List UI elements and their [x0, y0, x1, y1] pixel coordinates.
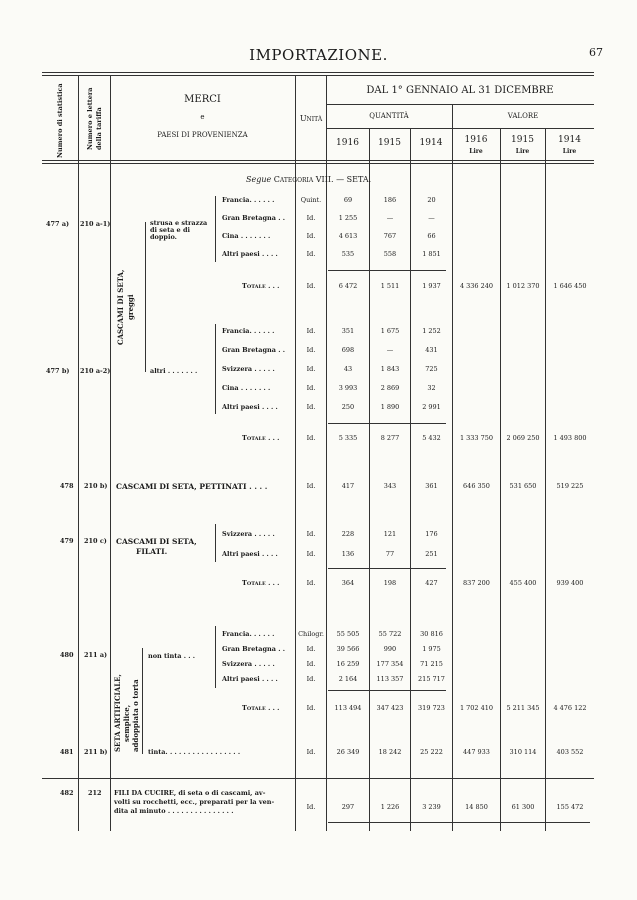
row-479-1-q1916: 136	[341, 550, 355, 558]
row-482-code: 482	[60, 789, 74, 797]
row-477a-2-q1915: 767	[383, 232, 397, 240]
row-480-1-q1915: 990	[383, 645, 397, 653]
row-481-tariff: 211 b)	[84, 748, 108, 756]
row-477a-2-unit: Id.	[306, 232, 316, 240]
row-477b-2-unit: Id.	[306, 365, 316, 373]
row-477b-tariff: 210 a-2)	[80, 367, 111, 375]
rule-qv	[326, 128, 594, 129]
row-477b-2-q1914: 725	[425, 365, 438, 373]
label-semplice: semplice,	[122, 704, 131, 742]
row-477a-0-q1916: 69	[343, 196, 353, 204]
header-paesi: PAESI DI PROVENIENZA	[157, 131, 248, 139]
page-title: IMPORTAZIONE.	[249, 46, 388, 64]
label-seta-artificiale: SETA ARTIFICIALE,	[113, 674, 122, 752]
total-479-q1915: 198	[383, 579, 397, 587]
row-480-0-unit: Chilogr.	[298, 630, 324, 638]
total-479-q1914: 427	[425, 579, 438, 587]
rule-479-sub	[328, 568, 446, 569]
header-tariff-number: Numero e lettera della tariffa	[86, 87, 103, 150]
row-477b-1-q1916: 698	[341, 346, 355, 354]
row-480-2-country: Svizzera . . . . .	[222, 660, 275, 668]
row-477b-2-q1915: 1 843	[380, 365, 400, 373]
col-sep-3	[295, 75, 296, 831]
row-477a-0-q1915: 186	[383, 196, 397, 204]
total-477a-v1915: 1 012 370	[506, 282, 540, 290]
row-477a-3-q1914: 1 851	[422, 250, 441, 258]
rule-period	[326, 104, 594, 105]
header-stat-number: Numero di statistica	[56, 83, 64, 158]
header-q-1916: 1916	[336, 138, 359, 148]
total-477b-unit: Id.	[306, 434, 316, 442]
row-478-tariff: 210 b)	[84, 482, 108, 490]
row-480-2-q1916: 16 259	[336, 660, 360, 668]
row-480-0-country: Francia. . . . . .	[222, 630, 275, 638]
row-477a-3-country: Altri paesi . . . .	[222, 250, 278, 258]
row-480-1-q1914: 1 975	[422, 645, 441, 653]
row-480-3-country: Altri paesi . . . .	[222, 675, 278, 683]
header-v-1915: 1915	[511, 135, 534, 145]
brace-477a	[215, 196, 216, 262]
row-478-code: 478	[60, 482, 74, 490]
row-477b-4-unit: Id.	[306, 403, 316, 411]
row-477b-4-q1914: 2 991	[422, 403, 441, 411]
row-481-q1916: 26 349	[336, 748, 360, 756]
total-477a-q1914: 1 937	[422, 282, 441, 290]
rule-header-bottom-2	[42, 163, 594, 164]
row-478-v1914: 519 225	[556, 482, 584, 490]
rule-header-bottom	[42, 160, 594, 161]
row-478-q1914: 361	[425, 482, 438, 490]
row-477b-1-q1915: —	[386, 346, 394, 354]
total-479-v1914: 939 400	[556, 579, 584, 587]
row-482-v1914: 155 472	[556, 803, 584, 811]
label-addoppiata: addoppiata o torta	[131, 679, 140, 752]
row-477b-2-country: Svizzera . . . . .	[222, 365, 275, 373]
row-477a-1-q1915: —	[386, 214, 394, 222]
rule-477a-sub	[328, 270, 446, 271]
rule-480-sub	[328, 690, 446, 691]
header-lire-2: Lire	[515, 148, 530, 155]
total-480-q1916: 113 494	[334, 704, 362, 712]
row-477b-3-q1915: 2 869	[380, 384, 400, 392]
row-480-1-country: Gran Bretagna . .	[222, 645, 285, 653]
total-477b-label: Totale . . .	[242, 434, 280, 442]
row-481-code: 481	[60, 748, 74, 756]
col-sep-2	[110, 75, 111, 831]
row-482-name: FILI DA CUCIRE, di seta o di cascami, av- volti su rocchetti, ecc., preparati per la ven- dita al minuto . . . . . . . . . . . . . . .	[114, 789, 275, 815]
label-greggi: greggi	[126, 294, 135, 320]
row-477a-0-unit: Quint.	[300, 196, 322, 204]
row-477b-0-q1915: 1 675	[380, 327, 400, 335]
total-480-v1915: 5 211 345	[506, 704, 540, 712]
row-478-v1915: 531 650	[509, 482, 537, 490]
row-480-2-q1914: 71 215	[420, 660, 443, 668]
row-477a-tariff: 210 a-1)	[80, 220, 111, 228]
row-480-2-unit: Id.	[306, 660, 316, 668]
row-482-q1916: 297	[341, 803, 355, 811]
row-479-name2: FILATI.	[136, 547, 168, 556]
header-q-1915: 1915	[378, 138, 401, 148]
row-477b-3-q1916: 3 993	[338, 384, 358, 392]
total-479-v1915: 455 400	[509, 579, 537, 587]
row-479-0-country: Svizzera . . . . .	[222, 530, 275, 538]
brace-seta-artificiale	[142, 648, 143, 754]
row-479-code: 479	[60, 537, 74, 545]
row-477b-0-q1914: 1 252	[422, 327, 441, 335]
row-480-0-q1915: 55 722	[378, 630, 402, 638]
rule-477b-sub	[328, 423, 446, 424]
row-478-name: CASCAMI DI SETA, PETTINATI . . . .	[116, 482, 268, 491]
row-479-0-q1914: 176	[425, 530, 438, 538]
row-477b-4-country: Altri paesi . . . .	[222, 403, 278, 411]
row-480-0-q1914: 30 816	[420, 630, 443, 638]
row-477b-3-country: Cina . . . . . . .	[222, 384, 271, 392]
section-heading	[246, 175, 371, 184]
total-480-label: Totale . . .	[242, 704, 280, 712]
row-479-0-q1916: 228	[341, 530, 355, 538]
row-481-v1914: 403 552	[556, 748, 584, 756]
row-482-q1914: 3 239	[422, 803, 441, 811]
row-477b-0-country: Francia. . . . . .	[222, 327, 275, 335]
rule-482	[42, 778, 594, 779]
row-479-0-unit: Id.	[306, 530, 316, 538]
row-482-unit: Id.	[306, 803, 316, 811]
brace-cascami	[145, 222, 146, 372]
total-477a-label: Totale . . .	[242, 282, 280, 290]
row-477a-1-q1914: —	[428, 214, 435, 222]
total-477b-q1915: 8 277	[380, 434, 400, 442]
row-477b-4-q1916: 250	[341, 403, 355, 411]
row-477b-1-q1914: 431	[425, 346, 438, 354]
section-category: Categoria VIII. — SETA.	[273, 175, 372, 184]
row-477b-3-q1914: 32	[427, 384, 436, 392]
row-480-1-unit: Id.	[306, 645, 316, 653]
total-477a-q1915: 1 511	[380, 282, 400, 290]
header-e: e	[200, 113, 205, 121]
header-lire-1: Lire	[469, 148, 483, 155]
row-481-unit: Id.	[306, 748, 316, 756]
rule-top	[42, 72, 594, 73]
row-481-q1914: 25 222	[420, 748, 443, 756]
row-479-name1: CASCAMI DI SETA,	[116, 537, 197, 546]
row-477b-0-unit: Id.	[306, 327, 316, 335]
row-477a-1-country: Gran Bretagna . .	[222, 214, 285, 222]
total-479-label: Totale . . .	[242, 579, 280, 587]
row-482-v1915: 61 300	[511, 803, 535, 811]
row-477a-3-q1916: 535	[341, 250, 355, 258]
row-477a-3-unit: Id.	[306, 250, 316, 258]
row-479-1-unit: Id.	[306, 550, 316, 558]
row-477a-2-country: Cina . . . . . . .	[222, 232, 271, 240]
row-480-0-q1916: 55 505	[336, 630, 360, 638]
row-479-0-q1915: 121	[383, 530, 397, 538]
brace-479	[215, 524, 216, 562]
row-477a-0-country: Francia. . . . . .	[222, 196, 275, 204]
row-477b-1-country: Gran Bretagna . .	[222, 346, 285, 354]
row-481-v1916: 447 933	[463, 748, 490, 756]
header-quantity: QUANTITÀ	[369, 112, 409, 120]
total-477b-v1915: 2 069 250	[506, 434, 540, 442]
rule-482-sub	[328, 822, 590, 823]
row-477a-1-q1916: 1 255	[338, 214, 358, 222]
row-480-tariff: 211 a)	[84, 651, 108, 659]
row-477a-0-q1914: 20	[427, 196, 436, 204]
total-480-v1914: 4 476 122	[553, 704, 587, 712]
row-477b-0-q1916: 351	[341, 327, 355, 335]
total-477b-v1916: 1 333 750	[459, 434, 494, 442]
label-altri: altri . . . . . . .	[150, 367, 198, 375]
header-period: DAL 1° GENNAIO AL 31 DICEMBRE	[366, 85, 554, 96]
row-478-q1916: 417	[341, 482, 355, 490]
header-merci: MERCI	[184, 94, 221, 105]
row-482-v1916: 14 850	[465, 803, 488, 811]
row-479-1-q1915: 77	[385, 550, 395, 558]
row-478-v1916: 646 350	[463, 482, 490, 490]
total-480-q1915: 347 423	[376, 704, 404, 712]
row-479-1-q1914: 251	[425, 550, 438, 558]
brace-477b	[215, 324, 216, 414]
brace-480	[215, 626, 216, 688]
row-477a-3-q1915: 558	[383, 250, 397, 258]
total-479-v1916: 837 200	[463, 579, 490, 587]
total-477b-q1914: 5 432	[422, 434, 441, 442]
row-477b-2-q1916: 43	[343, 365, 353, 373]
col-sep-7	[452, 104, 453, 831]
row-479-1-country: Altri paesi . . . .	[222, 550, 278, 558]
page-number: 67	[589, 46, 603, 59]
row-480-3-q1915: 113 357	[376, 675, 404, 683]
total-477b-v1914: 1 493 800	[553, 434, 587, 442]
row-482-q1915: 1 226	[380, 803, 400, 811]
label-strusa: strusa e strazza di seta e di doppio.	[150, 219, 208, 241]
col-sep-8	[500, 128, 501, 831]
label-tinta: tinta. . . . . . . . . . . . . . . . .	[148, 748, 241, 756]
row-477a-1-unit: Id.	[306, 214, 316, 222]
header-unit: Unità	[299, 114, 323, 123]
row-477b-code: 477 b)	[46, 367, 70, 375]
col-sep-1	[78, 75, 79, 831]
row-480-3-q1914: 215 717	[418, 675, 445, 683]
total-480-q1914: 319 723	[418, 704, 445, 712]
header-lire-3: Lire	[562, 148, 577, 155]
total-477b-q1916: 5 335	[338, 434, 358, 442]
rule-top-2	[42, 75, 594, 76]
row-477b-4-q1915: 1 890	[380, 403, 400, 411]
row-477a-code: 477 a)	[46, 220, 70, 228]
section-prefix: Segue	[246, 175, 272, 184]
header-v-1916: 1916	[464, 135, 488, 145]
total-479-unit: Id.	[306, 579, 316, 587]
col-sep-9	[545, 128, 546, 831]
total-479-q1916: 364	[341, 579, 355, 587]
header-v-1914: 1914	[558, 135, 581, 145]
row-478-q1915: 343	[383, 482, 397, 490]
row-477a-2-q1914: 66	[427, 232, 436, 240]
label-cascami-greggi: CASCAMI DI SETA,	[116, 269, 125, 345]
header-value: VALORE	[507, 112, 539, 120]
total-480-v1916: 1 702 410	[459, 704, 494, 712]
total-477a-q1916: 6 472	[338, 282, 358, 290]
total-477a-v1916: 4 336 240	[459, 282, 494, 290]
label-non-tinta: non tinta . . .	[148, 652, 196, 660]
row-480-code: 480	[60, 651, 74, 659]
row-482-tariff: 212	[88, 789, 102, 797]
row-478-unit: Id.	[306, 482, 316, 490]
row-480-1-q1916: 39 566	[336, 645, 360, 653]
row-477b-3-unit: Id.	[306, 384, 316, 392]
row-480-3-unit: Id.	[306, 675, 316, 683]
row-480-3-q1916: 2 164	[338, 675, 358, 683]
total-480-unit: Id.	[306, 704, 316, 712]
header-q-1914: 1914	[419, 138, 443, 148]
row-481-q1915: 18 242	[378, 748, 402, 756]
row-477b-1-unit: Id.	[306, 346, 316, 354]
row-481-v1915: 310 114	[509, 748, 537, 756]
row-477a-2-q1916: 4 613	[338, 232, 358, 240]
row-479-tariff: 210 c)	[84, 537, 107, 545]
total-477a-unit: Id.	[306, 282, 316, 290]
col-sep-4	[326, 75, 327, 831]
total-477a-v1914: 1 646 450	[553, 282, 587, 290]
row-480-2-q1915: 177 354	[376, 660, 404, 668]
